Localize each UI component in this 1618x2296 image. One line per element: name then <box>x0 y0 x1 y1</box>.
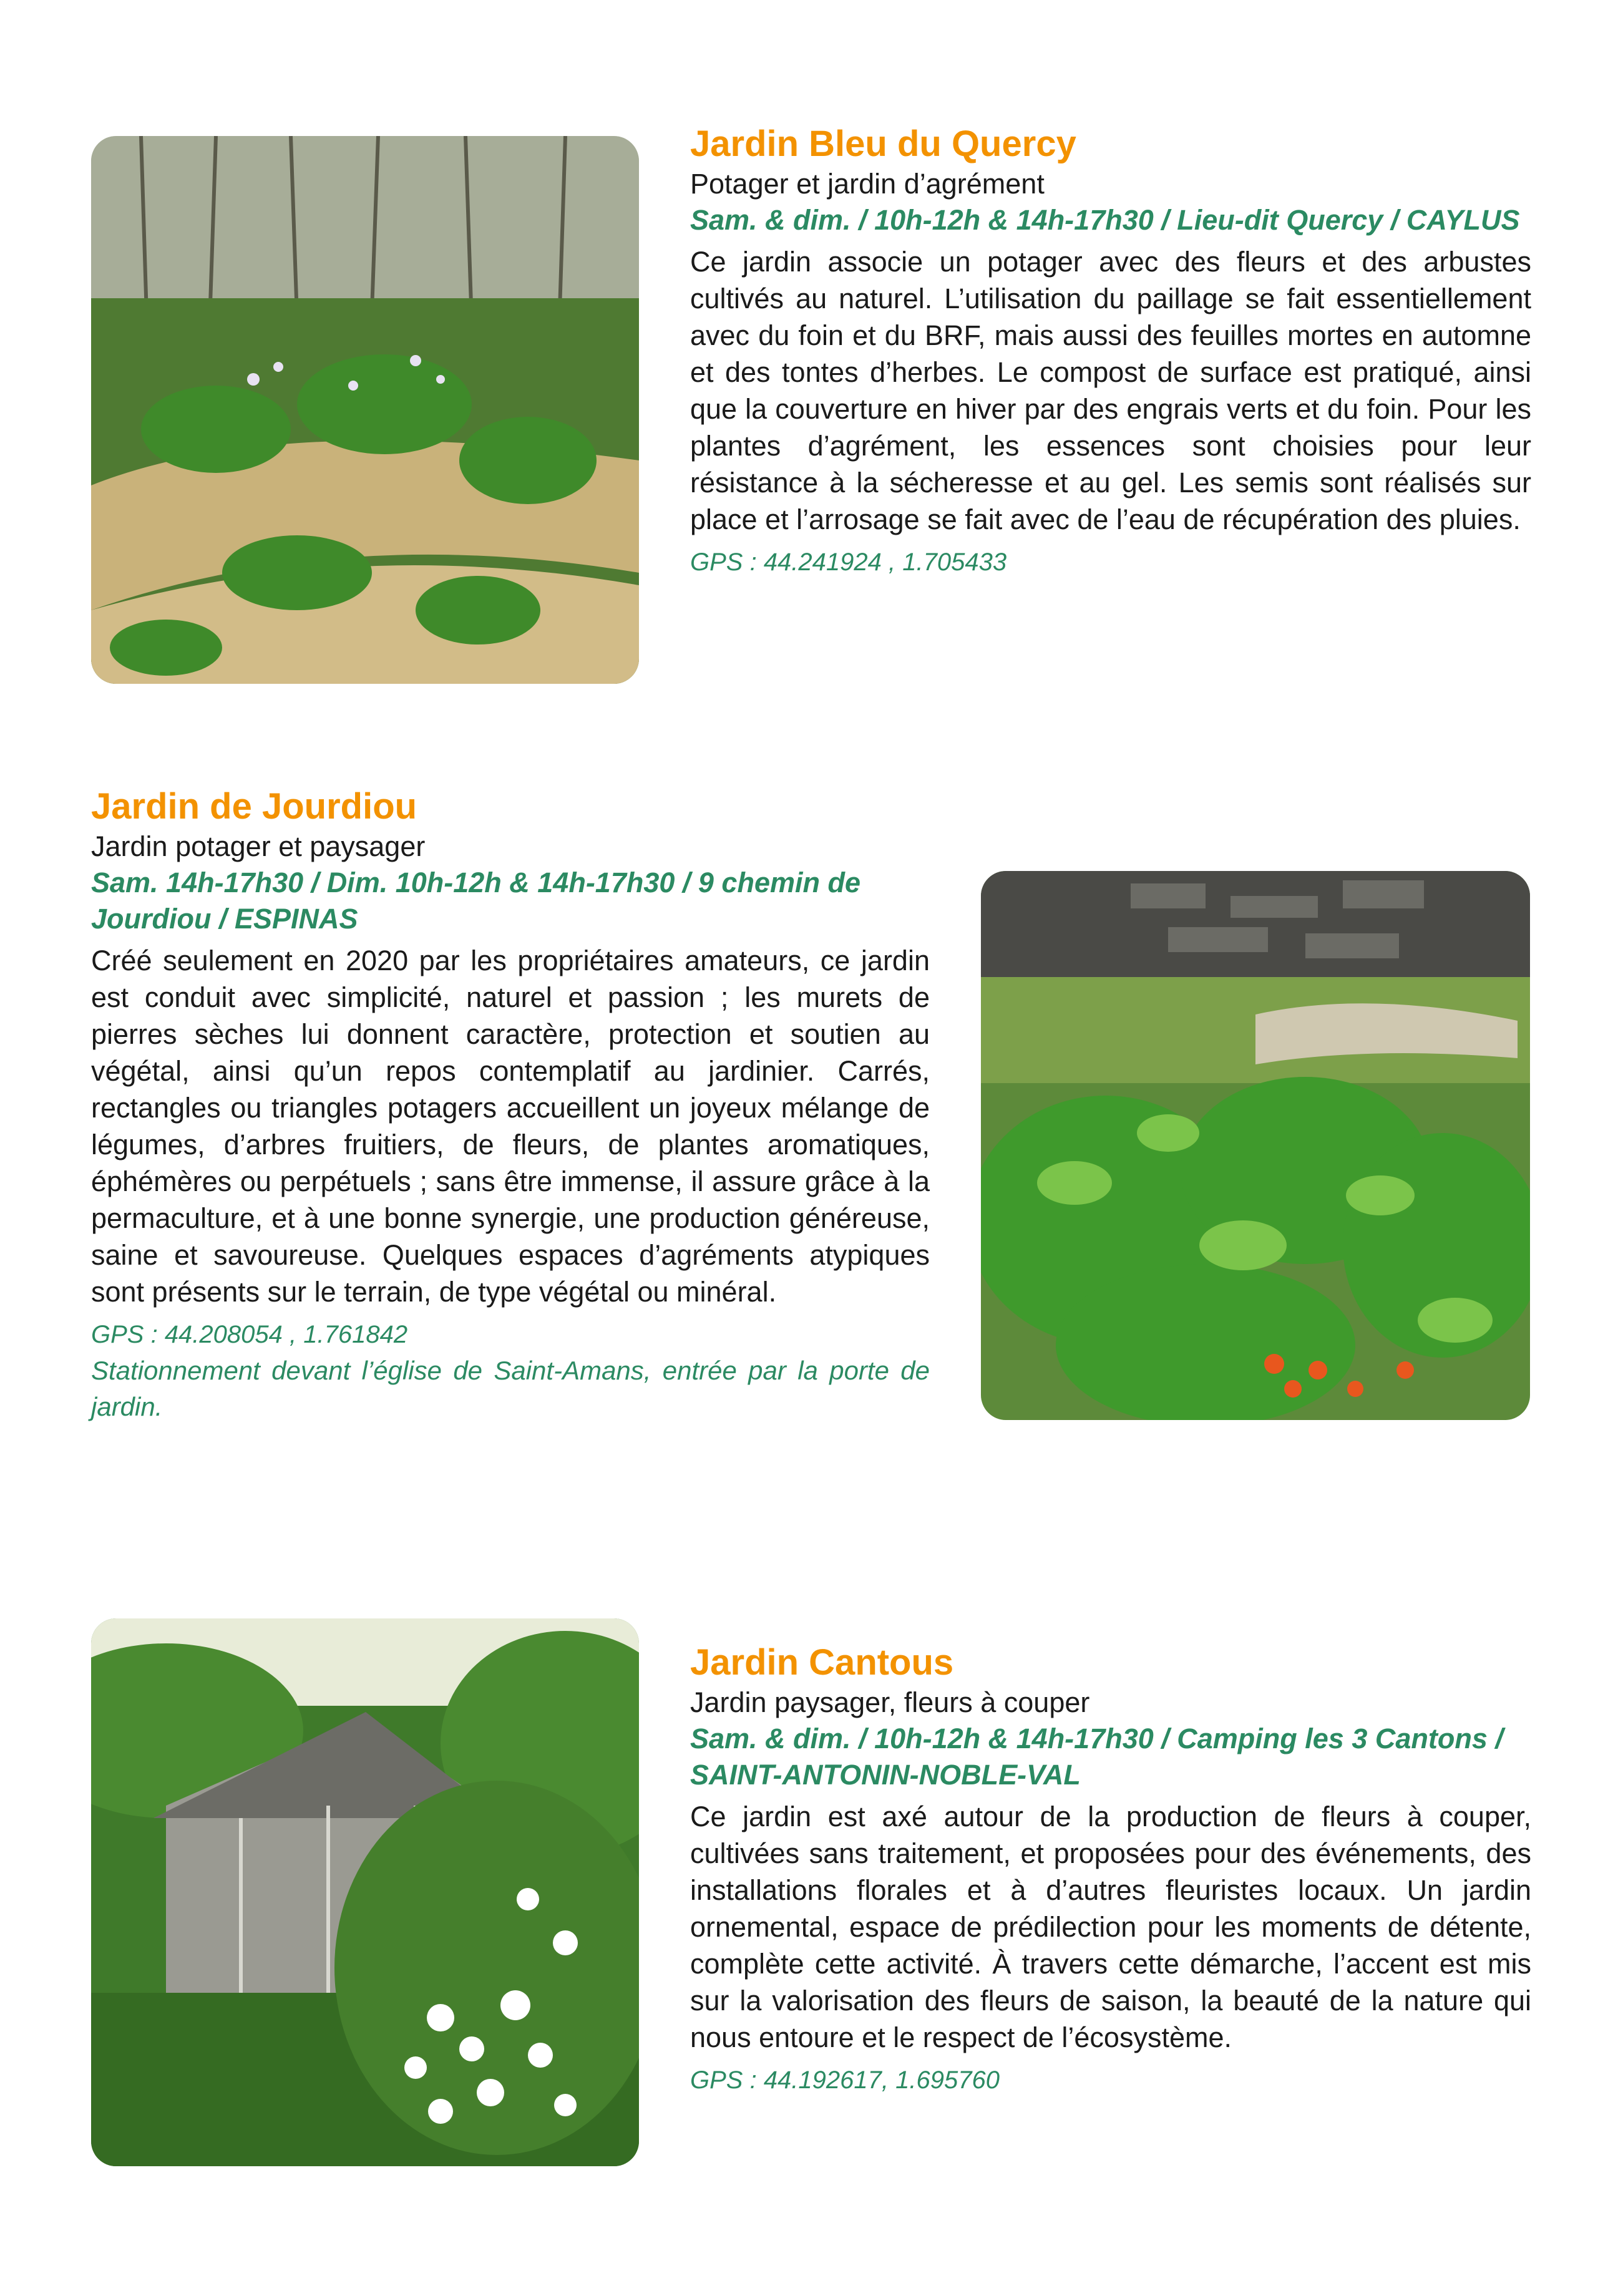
garden-gps: GPS : 44.208054 , 1.761842 <box>91 1321 408 1348</box>
garden-description: Ce jardin associe un potager avec des fleurs et des arbustes cultivés au naturel. L’utilisation du paillage se fait essentiellement avec du foin et du BRF, mais aussi des feuilles mortes en automne et des tontes d’herbes. Le compost de surface est pratiqué, ainsi que la couverture en hiver par des engrais verts et du foin. Pour les plantes d’agrément, les essences sont choisies pour leur résistance à la sécheresse et au gel. Les semis sont réalisés sur place et l’arrosage se fait avec de l’eau de récupération des pluies. <box>690 246 1531 535</box>
garden-entry-cantous <box>690 1641 1531 2098</box>
garden-photo-jourdiou <box>981 871 1530 1420</box>
garden-subtitle: Potager et jardin d’agrément <box>690 168 1045 200</box>
garden-parking-note: Stationnement devant l’église de Saint-Amans, entrée par la porte de jardin. <box>91 1356 930 1421</box>
garden-subtitle: Jardin potager et paysager <box>91 830 426 862</box>
garden-title: Jardin Bleu du Quercy <box>690 124 1076 164</box>
garden-description: Ce jardin est axé autour de la production de fleurs à couper, cultivées sans traitement, et proposées pour des événements, des installations florales et à d’autres fleuristes locaux. Un jardin ornemental, espace de prédilection pour les moments de détente, complète cette activité. À travers cette démarche, l’accent est mis sur la valorisation des fleurs de saison, la beauté de la nature qui nous entoure et le respect de l’écosystème. <box>690 1801 1531 2053</box>
garden-entry-bleu-du-quercy <box>690 122 1531 580</box>
garden-photo-cantous <box>91 1618 639 2166</box>
garden-gps: GPS : 44.241924 , 1.705433 <box>690 548 1007 576</box>
garden-subtitle: Jardin paysager, fleurs à couper <box>690 1686 1090 1718</box>
garden-title: Jardin Cantous <box>690 1642 954 1683</box>
garden-gps: GPS : 44.192617, 1.695760 <box>690 2066 1000 2094</box>
garden-title: Jardin de Jourdiou <box>91 786 417 827</box>
garden-entry-jourdiou <box>91 785 930 1425</box>
garden-schedule: Sam. 14h-17h30 / Dim. 10h-12h & 14h-17h30 / 9 chemin de Jourdiou / ESPINAS <box>91 867 860 935</box>
garden-schedule: Sam. & dim. / 10h-12h & 14h-17h30 / Camping les 3 Cantons / SAINT-ANTONIN-NOBLE-VAL <box>690 1723 1503 1791</box>
garden-photo-bleu-du-quercy <box>91 136 639 684</box>
garden-description: Créé seulement en 2020 par les propriétaires amateurs, ce jardin est conduit avec simplicité, naturel et passion ; les murets de pierres sèches lui donnent caractère, protection et soutien au végétal, ainsi qu’un repos contemplatif au jardinier. Carrés, rectangles ou triangles potagers accueillent un joyeux mélange de légumes, d’arbres fruitiers, de fleurs, de plantes aromatiques, éphémères ou perpétuels ; sans être immense, il assure grâce à la permaculture, et à une bonne synergie, une production généreuse, saine et savoureuse. Quelques espaces d’agréments atypiques sont présents sur le terrain, de type végétal ou minéral. <box>91 945 930 1308</box>
garden-schedule: Sam. & dim. / 10h-12h & 14h-17h30 / Lieu-dit Quercy / CAYLUS <box>690 204 1520 236</box>
